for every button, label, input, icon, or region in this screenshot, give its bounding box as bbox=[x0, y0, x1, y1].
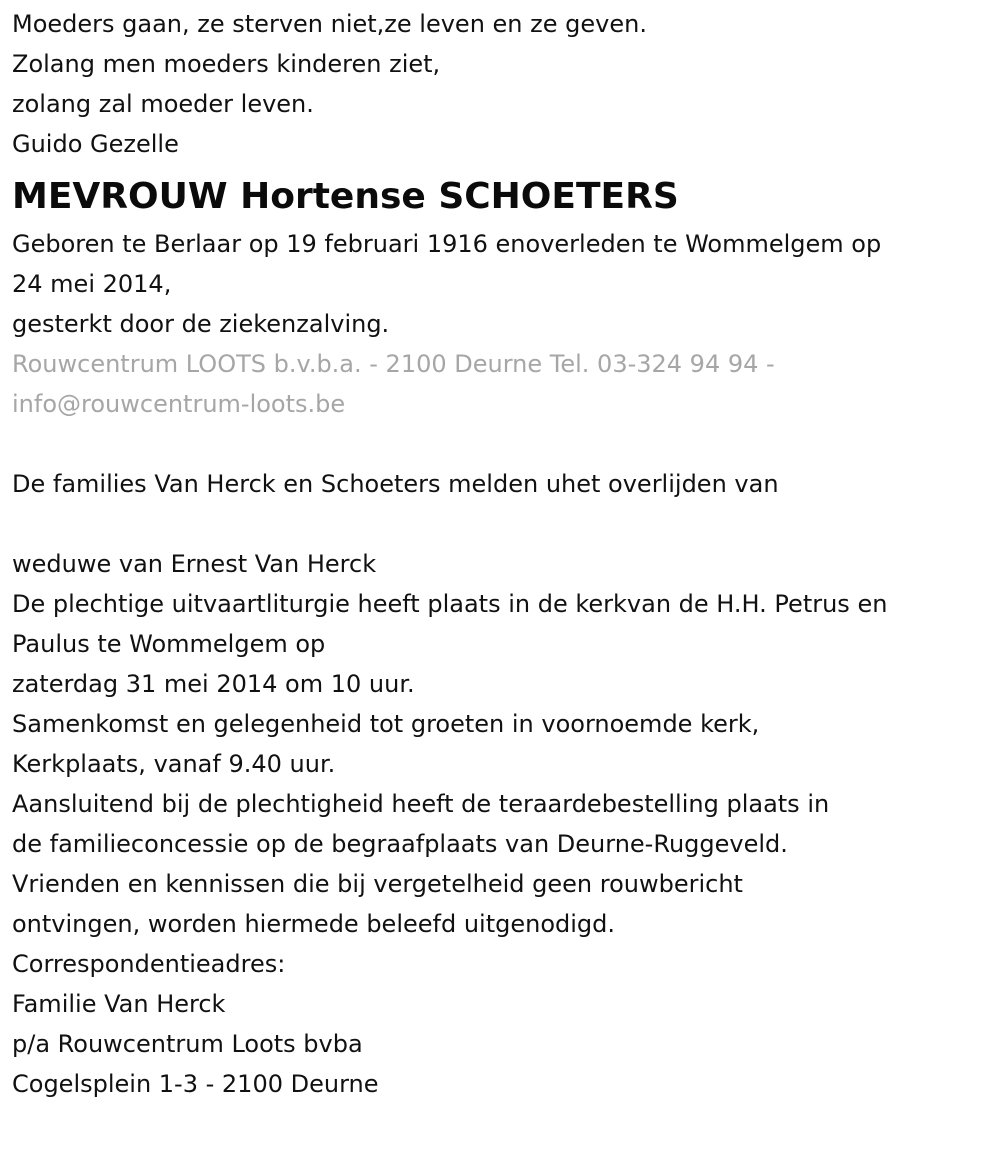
details-line: ontvingen, worden hiermede beleefd uitgenodigd. bbox=[12, 910, 616, 938]
correspondence-label: Correspondentieadres: bbox=[12, 950, 286, 978]
birth-death-info bbox=[12, 224, 988, 344]
details-line: Aansluitend bij de plechtigheid heeft de teraardebestelling plaats in bbox=[12, 790, 830, 818]
correspondence-line: p/a Rouwcentrum Loots bvba bbox=[12, 1030, 363, 1058]
details-line: weduwe van Ernest Van Herck bbox=[12, 550, 377, 578]
funeral-home-info bbox=[12, 344, 988, 424]
deceased-name: MEVROUW Hortense SCHOETERS bbox=[12, 176, 679, 217]
poem-line: zolang zal moeder leven. bbox=[12, 90, 314, 118]
birth-death-line: gesterkt door de ziekenzalving. bbox=[12, 310, 390, 338]
birth-death-line: Geboren te Berlaar op 19 februari 1916 enoverleden te Wommelgem op bbox=[12, 230, 882, 258]
details-line: Kerkplaats, vanaf 9.40 uur. bbox=[12, 750, 336, 778]
funeral-details bbox=[12, 544, 988, 1104]
funeral-home-email: info@rouwcentrum-loots.be bbox=[12, 390, 346, 418]
poem-line: Zolang men moeders kinderen ziet, bbox=[12, 50, 441, 78]
announcement: De families Van Herck en Schoeters melden uhet overlijden van bbox=[12, 470, 779, 498]
spacer bbox=[12, 504, 988, 544]
spacer bbox=[12, 424, 988, 464]
details-line: de familieconcessie op de begraafplaats van Deurne-Ruggeveld. bbox=[12, 830, 788, 858]
poem bbox=[12, 4, 988, 164]
correspondence-line: Cogelsplein 1-3 - 2100 Deurne bbox=[12, 1070, 379, 1098]
correspondence-line: Familie Van Herck bbox=[12, 990, 226, 1018]
birth-death-line: 24 mei 2014, bbox=[12, 270, 172, 298]
details-line: Vrienden en kennissen die bij vergetelheid geen rouwbericht bbox=[12, 870, 743, 898]
poem-author: Guido Gezelle bbox=[12, 130, 179, 158]
poem-line: Moeders gaan, ze sterven niet,ze leven en ze geven. bbox=[12, 10, 647, 38]
funeral-home-line: Rouwcentrum LOOTS b.v.b.a. - 2100 Deurne Tel. 03-324 94 94 - bbox=[12, 350, 775, 378]
details-line: zaterdag 31 mei 2014 om 10 uur. bbox=[12, 670, 415, 698]
details-line: Paulus te Wommelgem op bbox=[12, 630, 326, 658]
details-line: Samenkomst en gelegenheid tot groeten in voornoemde kerk, bbox=[12, 710, 760, 738]
details-line: De plechtige uitvaartliturgie heeft plaats in de kerkvan de H.H. Petrus en bbox=[12, 590, 888, 618]
